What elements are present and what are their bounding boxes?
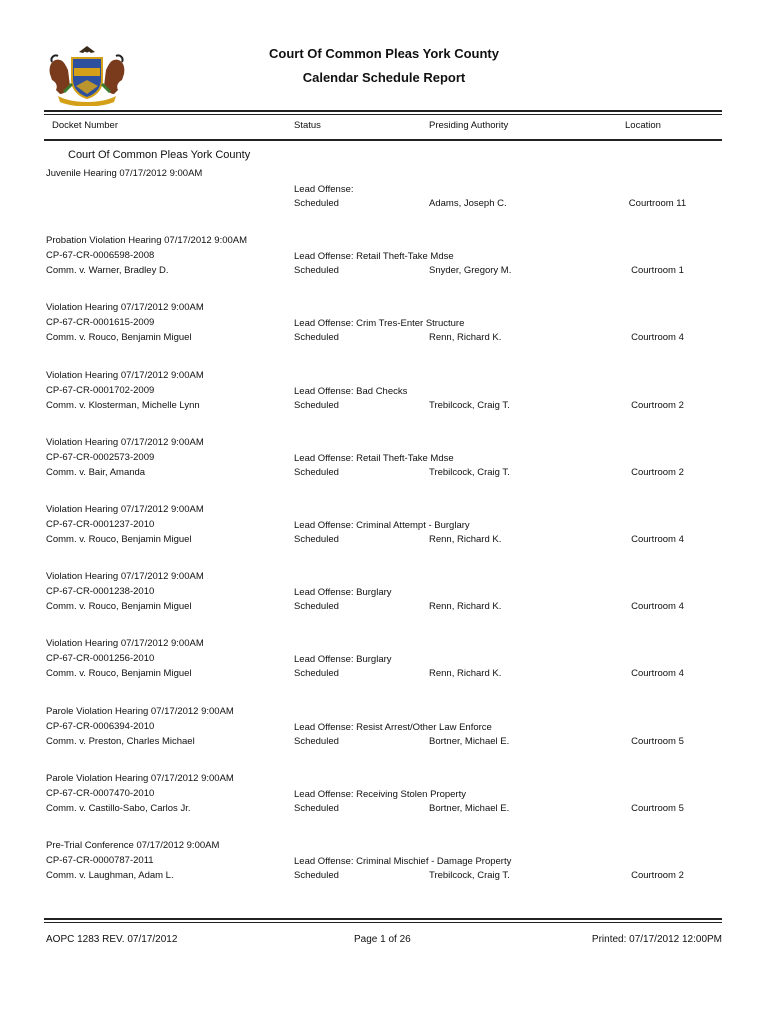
header-top-rule-thin [44,114,722,115]
courtroom-location: Courtroom 1 [631,265,684,276]
header-bottom-rule [44,139,722,141]
header-top-rule [44,110,722,112]
docket-number: CP-67-CR-0001615-2009 [46,317,155,328]
report-title: Calendar Schedule Report [302,70,466,85]
status-value: Scheduled [294,467,339,478]
courtroom-location: Courtroom 4 [631,668,684,679]
presiding-judge: Adams, Joseph C. [429,198,507,209]
docket-number: CP-67-CR-0002573-2009 [46,452,155,463]
case-caption: Comm. v. Rouco, Benjamin Miguel [46,668,192,679]
hearing-type: Violation Hearing 07/17/2012 9:00AM [46,638,204,649]
lead-offense: Lead Offense: Burglary [294,654,392,665]
hearing-type: Juvenile Hearing 07/17/2012 9:00AM [46,168,203,179]
lead-offense: Lead Offense: Receiving Stolen Property [294,789,466,800]
presiding-judge: Renn, Richard K. [429,534,502,545]
docket-number: CP-67-CR-0000787-2011 [46,855,154,866]
courtroom-location: Courtroom 5 [631,803,684,814]
presiding-judge: Renn, Richard K. [429,332,502,343]
lead-offense: Lead Offense: [294,184,354,195]
courtroom-location: Courtroom 2 [631,400,684,411]
hearing-type: Violation Hearing 07/17/2012 9:00AM [46,571,204,582]
column-header-docket: Docket Number [52,120,118,131]
hearing-type: Parole Violation Hearing 07/17/2012 9:00AM [46,773,234,784]
docket-number: CP-67-CR-0001256-2010 [46,653,155,664]
case-caption: Comm. v. Warner, Bradley D. [46,265,169,276]
column-header-location: Location [625,120,661,131]
status-value: Scheduled [294,400,339,411]
lead-offense: Lead Offense: Resist Arrest/Other Law Enforce [294,722,492,733]
column-header-authority: Presiding Authority [429,120,509,131]
status-value: Scheduled [294,534,339,545]
case-caption: Comm. v. Laughman, Adam L. [46,870,174,881]
case-caption: Comm. v. Rouco, Benjamin Miguel [46,601,192,612]
case-caption: Comm. v. Castillo-Sabo, Carlos Jr. [46,803,191,814]
status-value: Scheduled [294,668,339,679]
courtroom-location: Courtroom 2 [631,870,684,881]
lead-offense: Lead Offense: Retail Theft-Take Mdse [294,453,454,464]
lead-offense: Lead Offense: Criminal Attempt - Burglary [294,520,470,531]
presiding-judge: Renn, Richard K. [429,601,502,612]
docket-number: CP-67-CR-0001238-2010 [46,586,155,597]
case-caption: Comm. v. Preston, Charles Michael [46,736,195,747]
footer-rule [44,918,722,920]
docket-number: CP-67-CR-0001702-2009 [46,385,155,396]
case-caption: Comm. v. Rouco, Benjamin Miguel [46,534,192,545]
presiding-judge: Trebilcock, Craig T. [429,870,510,881]
courtroom-location: Courtroom 4 [631,601,684,612]
footer-rule-thin [44,922,722,923]
presiding-judge: Trebilcock, Craig T. [429,467,510,478]
column-header-status: Status [294,120,321,131]
presiding-judge: Bortner, Michael E. [429,736,510,747]
status-value: Scheduled [294,601,339,612]
status-value: Scheduled [294,332,339,343]
lead-offense: Lead Offense: Crim Tres-Enter Structure [294,318,465,329]
lead-offense: Lead Offense: Bad Checks [294,386,408,397]
case-caption: Comm. v. Bair, Amanda [46,467,146,478]
presiding-judge: Bortner, Michael E. [429,803,510,814]
form-id: AOPC 1283 REV. 07/17/2012 [46,934,178,945]
hearing-type: Violation Hearing 07/17/2012 9:00AM [46,504,204,515]
lead-offense: Lead Offense: Burglary [294,587,392,598]
courtroom-location: Courtroom 5 [631,736,684,747]
hearing-type: Violation Hearing 07/17/2012 9:00AM [46,302,204,313]
hearing-type: Violation Hearing 07/17/2012 9:00AM [46,370,204,381]
status-value: Scheduled [294,803,339,814]
docket-number: CP-67-CR-0001237-2010 [46,519,155,530]
docket-number: CP-67-CR-0007470-2010 [46,788,155,799]
presiding-judge: Renn, Richard K. [429,668,502,679]
docket-number: CP-67-CR-0006394-2010 [46,721,155,732]
lead-offense: Lead Offense: Retail Theft-Take Mdse [294,251,454,262]
lead-offense: Lead Offense: Criminal Mischief - Damage Property [294,856,512,867]
status-value: Scheduled [294,198,339,209]
report-court-title: Court Of Common Pleas York County [269,46,499,61]
page-number: Page 1 of 26 [354,934,411,945]
courtroom-location: Courtroom 2 [631,467,684,478]
case-caption: Comm. v. Klosterman, Michelle Lynn [46,400,200,411]
hearing-type: Pre-Trial Conference 07/17/2012 9:00AM [46,840,220,851]
printed-timestamp: Printed: 07/17/2012 12:00PM [591,934,722,945]
docket-number: CP-67-CR-0006598-2008 [46,250,155,261]
courtroom-location: Courtroom 4 [631,534,684,545]
hearing-type: Violation Hearing 07/17/2012 9:00AM [46,437,204,448]
presiding-judge: Snyder, Gregory M. [429,265,512,276]
presiding-judge: Trebilcock, Craig T. [429,400,510,411]
hearing-type: Probation Violation Hearing 07/17/2012 9:00AM [46,235,248,246]
courtroom-location: Courtroom 4 [631,332,684,343]
hearing-type: Parole Violation Hearing 07/17/2012 9:00AM [46,706,234,717]
section-title: Court Of Common Pleas York County [68,149,251,161]
status-value: Scheduled [294,265,339,276]
status-value: Scheduled [294,870,339,881]
case-caption: Comm. v. Rouco, Benjamin Miguel [46,332,192,343]
status-value: Scheduled [294,736,339,747]
courtroom-location: Courtroom 11 [628,198,687,209]
